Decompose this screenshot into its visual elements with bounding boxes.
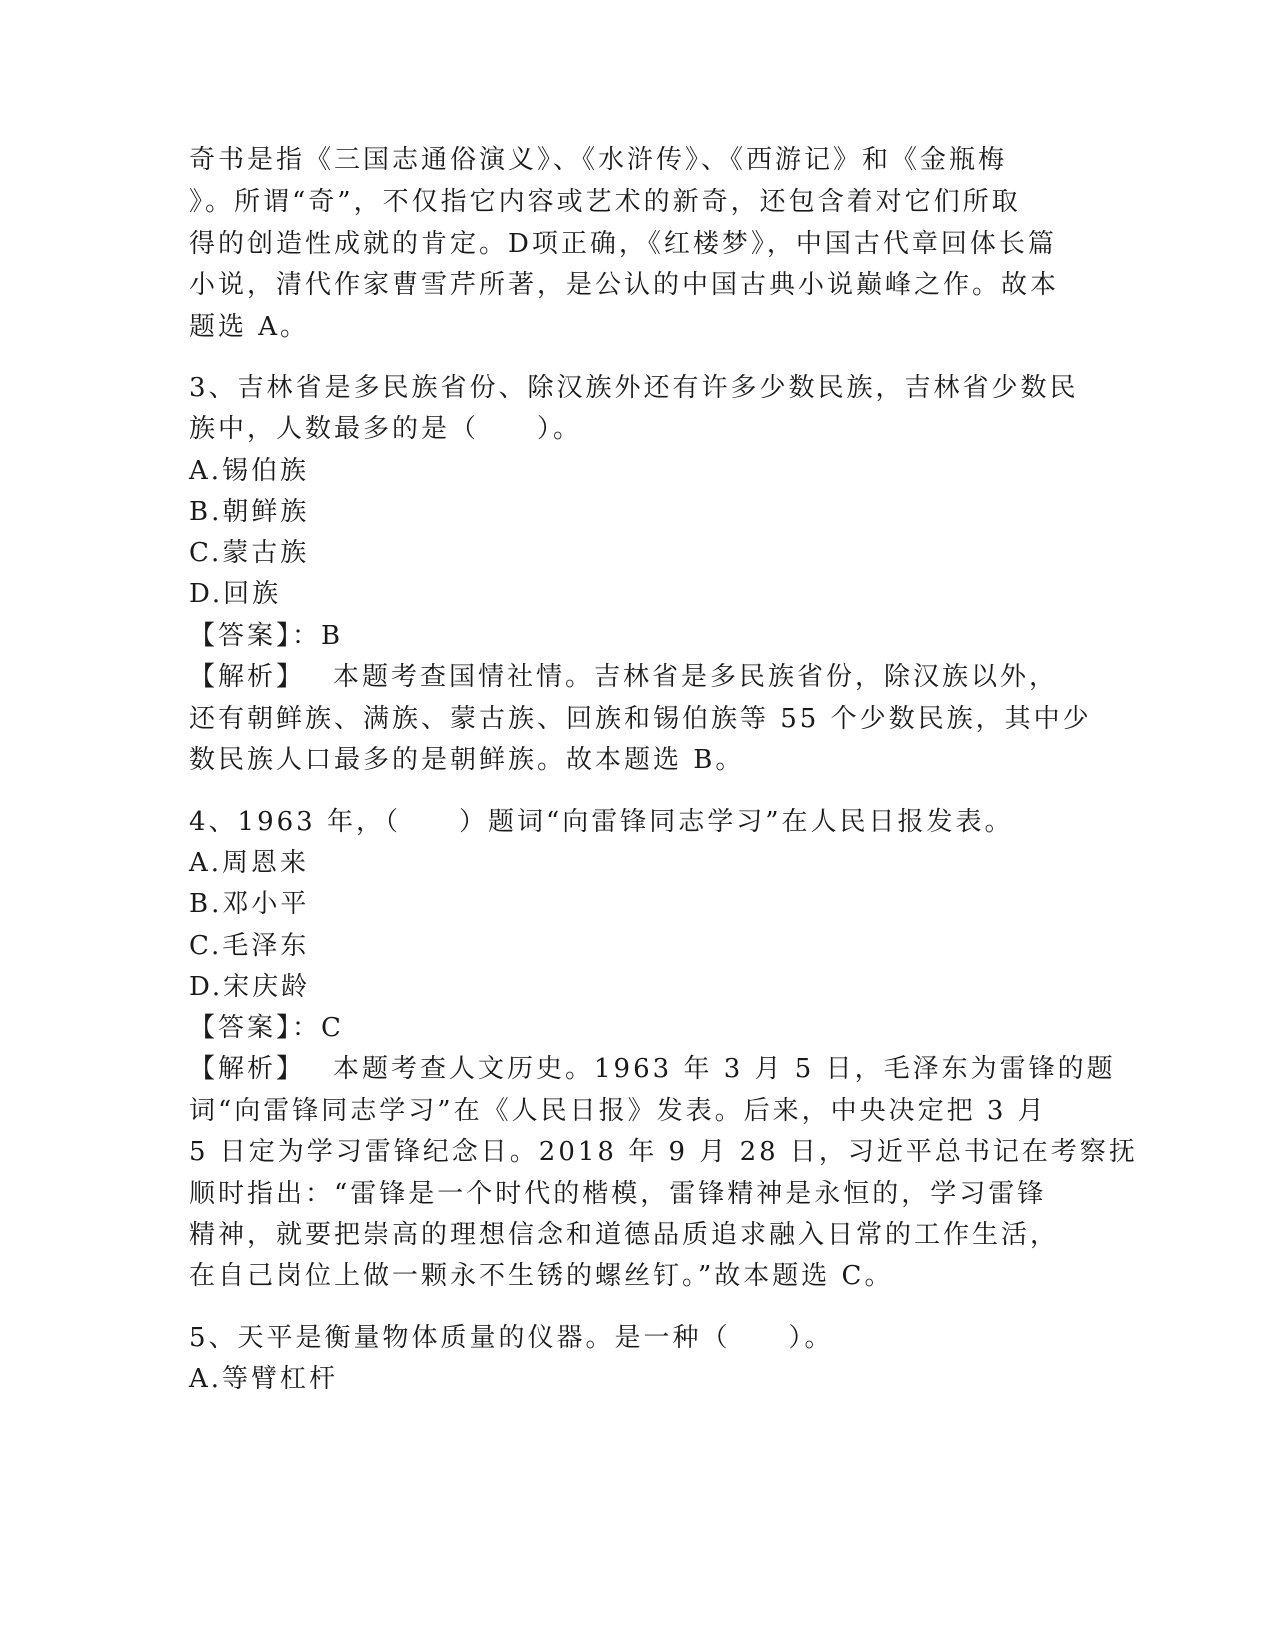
analysis-text: 顺时指出：“雷锋是一个时代的楷模，雷锋精神是永恒的，学习雷锋 bbox=[189, 1179, 1047, 1209]
option-b: B.邓小平 bbox=[189, 889, 310, 919]
text-line: 得的创造性成就的肯定。D项正确，《红楼梦》，中国古代章回体长篇 bbox=[189, 229, 1057, 259]
option-c: C.蒙古族 bbox=[189, 538, 310, 568]
option-b: B.朝鲜族 bbox=[189, 497, 310, 527]
analysis-label: 【解析】 bbox=[189, 662, 306, 692]
text-line: 奇书是指《三国志通俗演义》、《水浒传》、《西游记》和《金瓶梅 bbox=[189, 145, 1008, 175]
analysis-text: 词“向雷锋同志学习”在《人民日报》发表。后来，中央决定把 3 月 bbox=[189, 1096, 1047, 1126]
analysis-text: 本题考查人文历史。1963 年 3 月 5 日，毛泽东为雷锋的题 bbox=[333, 1054, 1116, 1084]
analysis-line bbox=[189, 1053, 1116, 1085]
text-line: 题选 A。 bbox=[189, 312, 310, 342]
answer-label: 【答案】： bbox=[189, 621, 322, 651]
answer-value: C bbox=[321, 1013, 344, 1043]
option-a: A.等臂杠杆 bbox=[189, 1364, 339, 1394]
analysis-text: 本题考查国情社情。吉林省是多民族省份，除汉族以外， bbox=[333, 662, 1059, 692]
analysis-text: 5 日定为学习雷锋纪念日。2018 年 9 月 28 日，习近平总书记在考察抚 bbox=[189, 1137, 1138, 1167]
analysis-text: 数民族人口最多的是朝鲜族。故本题选 B。 bbox=[189, 745, 745, 775]
text-line: 小说，清代作家曹雪芹所著，是公认的中国古典小说巅峰之作。故本 bbox=[189, 270, 1060, 300]
text-line: 》。所谓“奇”，不仅指它内容或艺术的新奇，还包含着对它们所取 bbox=[189, 187, 1021, 217]
option-c: C.毛泽东 bbox=[189, 931, 310, 961]
analysis-text: 在自己岗位上做一颗永不生锈的螺丝钉。”故本题选 C。 bbox=[189, 1261, 894, 1291]
answer-value: B bbox=[321, 621, 344, 651]
option-d: D.回族 bbox=[189, 579, 282, 609]
analysis-line bbox=[189, 661, 1058, 693]
answer-line bbox=[189, 1012, 344, 1044]
question-4-stem: 4、1963 年，（ ）题词“向雷锋同志学习”在人民日报发表。 bbox=[189, 807, 1014, 837]
analysis-label: 【解析】 bbox=[189, 1054, 306, 1084]
question-3-stem: 族中，人数最多的是（ ）。 bbox=[189, 414, 583, 444]
analysis-text: 还有朝鲜族、满族、蒙古族、回族和锡伯族等 55 个少数民族，其中少 bbox=[189, 704, 1092, 734]
answer-line bbox=[189, 620, 343, 652]
option-d: D.宋庆龄 bbox=[189, 972, 311, 1002]
option-a: A.周恩来 bbox=[189, 848, 310, 878]
question-5-stem: 5、天平是衡量物体质量的仪器。是一种（ ）。 bbox=[189, 1323, 834, 1353]
question-3-stem: 3、吉林省是多民族省份、除汉族外还有许多少数民族，吉林省少数民 bbox=[189, 373, 1079, 403]
answer-label: 【答案】： bbox=[189, 1013, 322, 1043]
option-a: A.锡伯族 bbox=[189, 456, 310, 486]
analysis-text: 精神，就要把崇高的理想信念和道德品质追求融入日常的工作生活， bbox=[189, 1220, 1060, 1250]
